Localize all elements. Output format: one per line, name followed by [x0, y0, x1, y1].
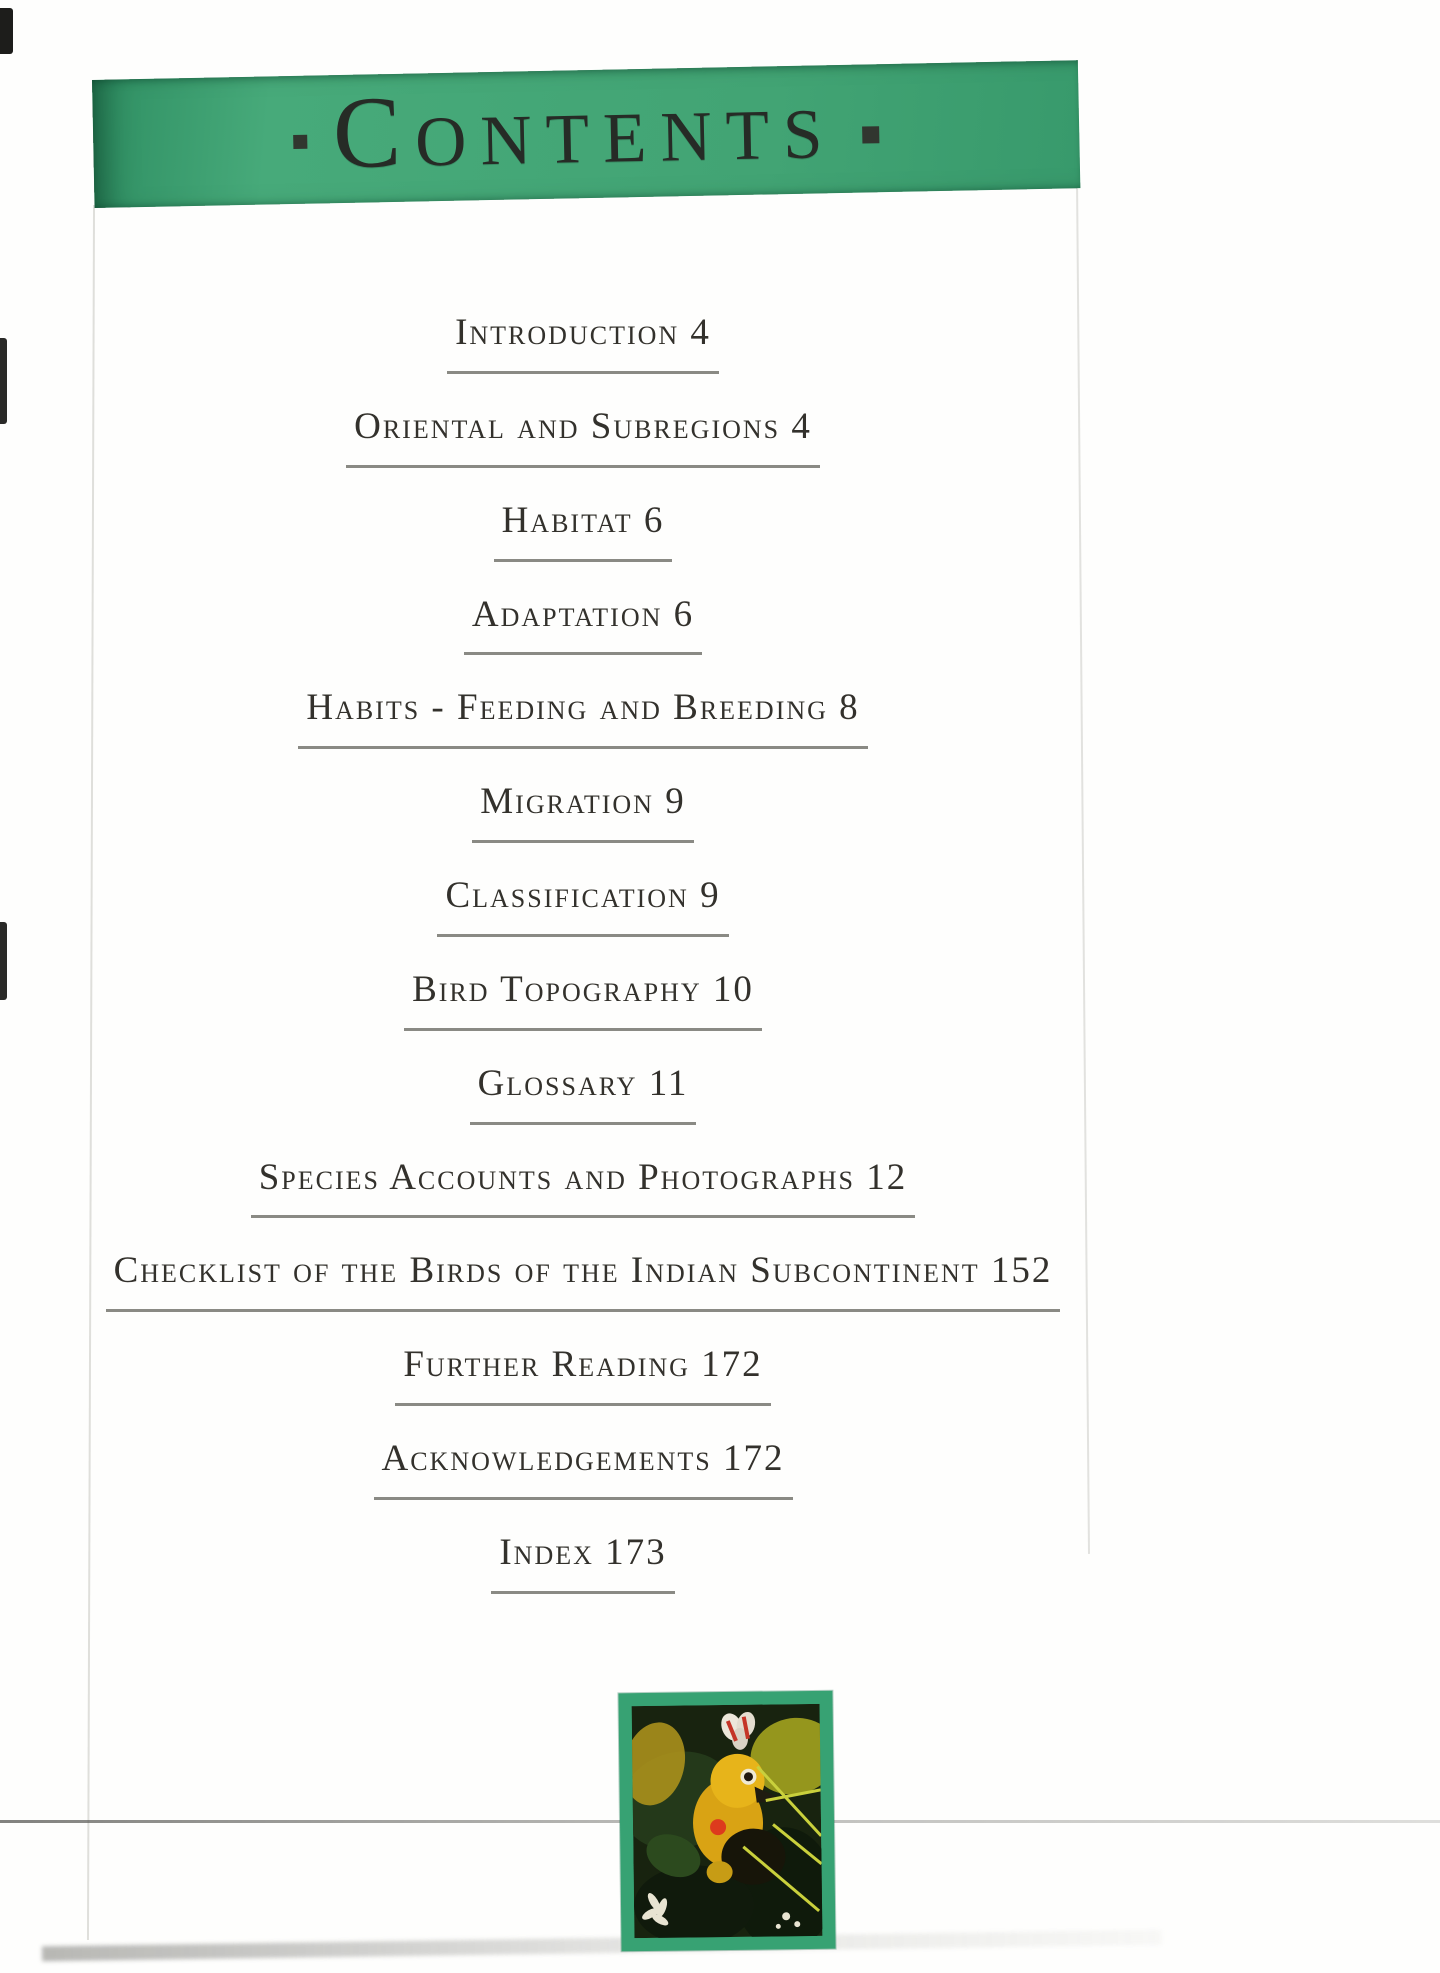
- toc-entry-label: Classification: [445, 875, 689, 917]
- square-bullet-icon: [293, 135, 307, 149]
- toc-entry-label: Index: [499, 1531, 594, 1573]
- toc-entry: [0, 405, 1166, 468]
- toc-entry: [0, 783, 1166, 843]
- toc-entry-page-number: 12: [866, 1156, 908, 1198]
- toc-entry-label: Migration: [480, 781, 654, 823]
- toc-entry-page-number: 173: [605, 1531, 667, 1573]
- toc-entry-text: [106, 1252, 1061, 1312]
- toc-entry-label: Habits - Feeding and Breeding: [306, 687, 828, 729]
- toc-entry-label: Checklist of the Birds of the Indian Subcontinent: [113, 1250, 980, 1292]
- toc-entry-text: [395, 1346, 770, 1406]
- toc-entry-page-number: 4: [690, 312, 711, 353]
- toc-entry-label: Acknowledgements: [381, 1438, 712, 1480]
- toc-entry-text: [472, 783, 693, 843]
- toc-entry-text: [470, 1062, 697, 1125]
- toc-entry-text: [346, 405, 820, 468]
- toc-entry: [0, 499, 1166, 562]
- toc-entry-label: Glossary: [477, 1062, 638, 1104]
- toc-entry-page-number: 8: [839, 687, 860, 729]
- toc-entry-text: [298, 689, 867, 749]
- toc-entry: [0, 1440, 1166, 1500]
- toc-entry-page-number: 9: [665, 781, 686, 823]
- toc-list: [0, 314, 1166, 1628]
- toc-entry-text: [464, 593, 702, 656]
- toc-entry-label: Introduction: [455, 312, 680, 353]
- toc-entry: [0, 1531, 1166, 1594]
- toc-entry-text: [491, 1531, 674, 1594]
- toc-entry-label: Species Accounts and Photographs: [258, 1156, 856, 1198]
- toc-entry-text: [494, 499, 673, 562]
- toc-entry: [0, 877, 1166, 937]
- square-bullet-icon: [862, 126, 879, 143]
- toc-entry: [0, 689, 1166, 749]
- toc-entry-page-number: 6: [673, 593, 695, 635]
- toc-entry: [0, 314, 1166, 374]
- page-bottom-shadow: [42, 1930, 1162, 1962]
- toc-entry-page-number: 172: [701, 1344, 763, 1386]
- bird-photo: [618, 1691, 835, 1952]
- toc-entry-label: Adaptation: [471, 593, 663, 635]
- toc-entry-page-number: 11: [648, 1062, 689, 1104]
- toc-entry-page-number: 6: [643, 499, 665, 541]
- toc-entry-label: Habitat: [501, 499, 633, 541]
- toc-entry-label: Bird Topography: [412, 968, 702, 1010]
- toc-entry-text: [251, 1156, 916, 1219]
- toc-entry: [0, 1156, 1166, 1219]
- contents-header-banner: [92, 60, 1080, 208]
- toc-entry-page-number: 172: [723, 1438, 785, 1480]
- toc-entry: [0, 593, 1166, 656]
- toc-entry-label: Further Reading: [403, 1344, 690, 1386]
- toc-entry: [0, 1062, 1166, 1125]
- scan-artifact: [0, 8, 13, 54]
- page-title: Contents: [331, 67, 838, 191]
- toc-entry-text: [374, 1440, 793, 1500]
- toc-entry-page-number: 152: [990, 1250, 1053, 1292]
- bird-photo-illustration: [632, 1704, 823, 1938]
- toc-entry: [0, 968, 1166, 1031]
- toc-entry-page-number: 9: [700, 875, 721, 917]
- toc-entry-text: [447, 314, 719, 374]
- toc-entry-text: [437, 877, 728, 937]
- toc-entry: [0, 1252, 1166, 1312]
- toc-entry-text: [404, 968, 762, 1031]
- toc-entry-label: Oriental and Subregions: [354, 405, 781, 447]
- toc-entry: [0, 1346, 1166, 1406]
- toc-entry-page-number: 4: [791, 405, 812, 447]
- toc-entry-page-number: 10: [712, 968, 754, 1010]
